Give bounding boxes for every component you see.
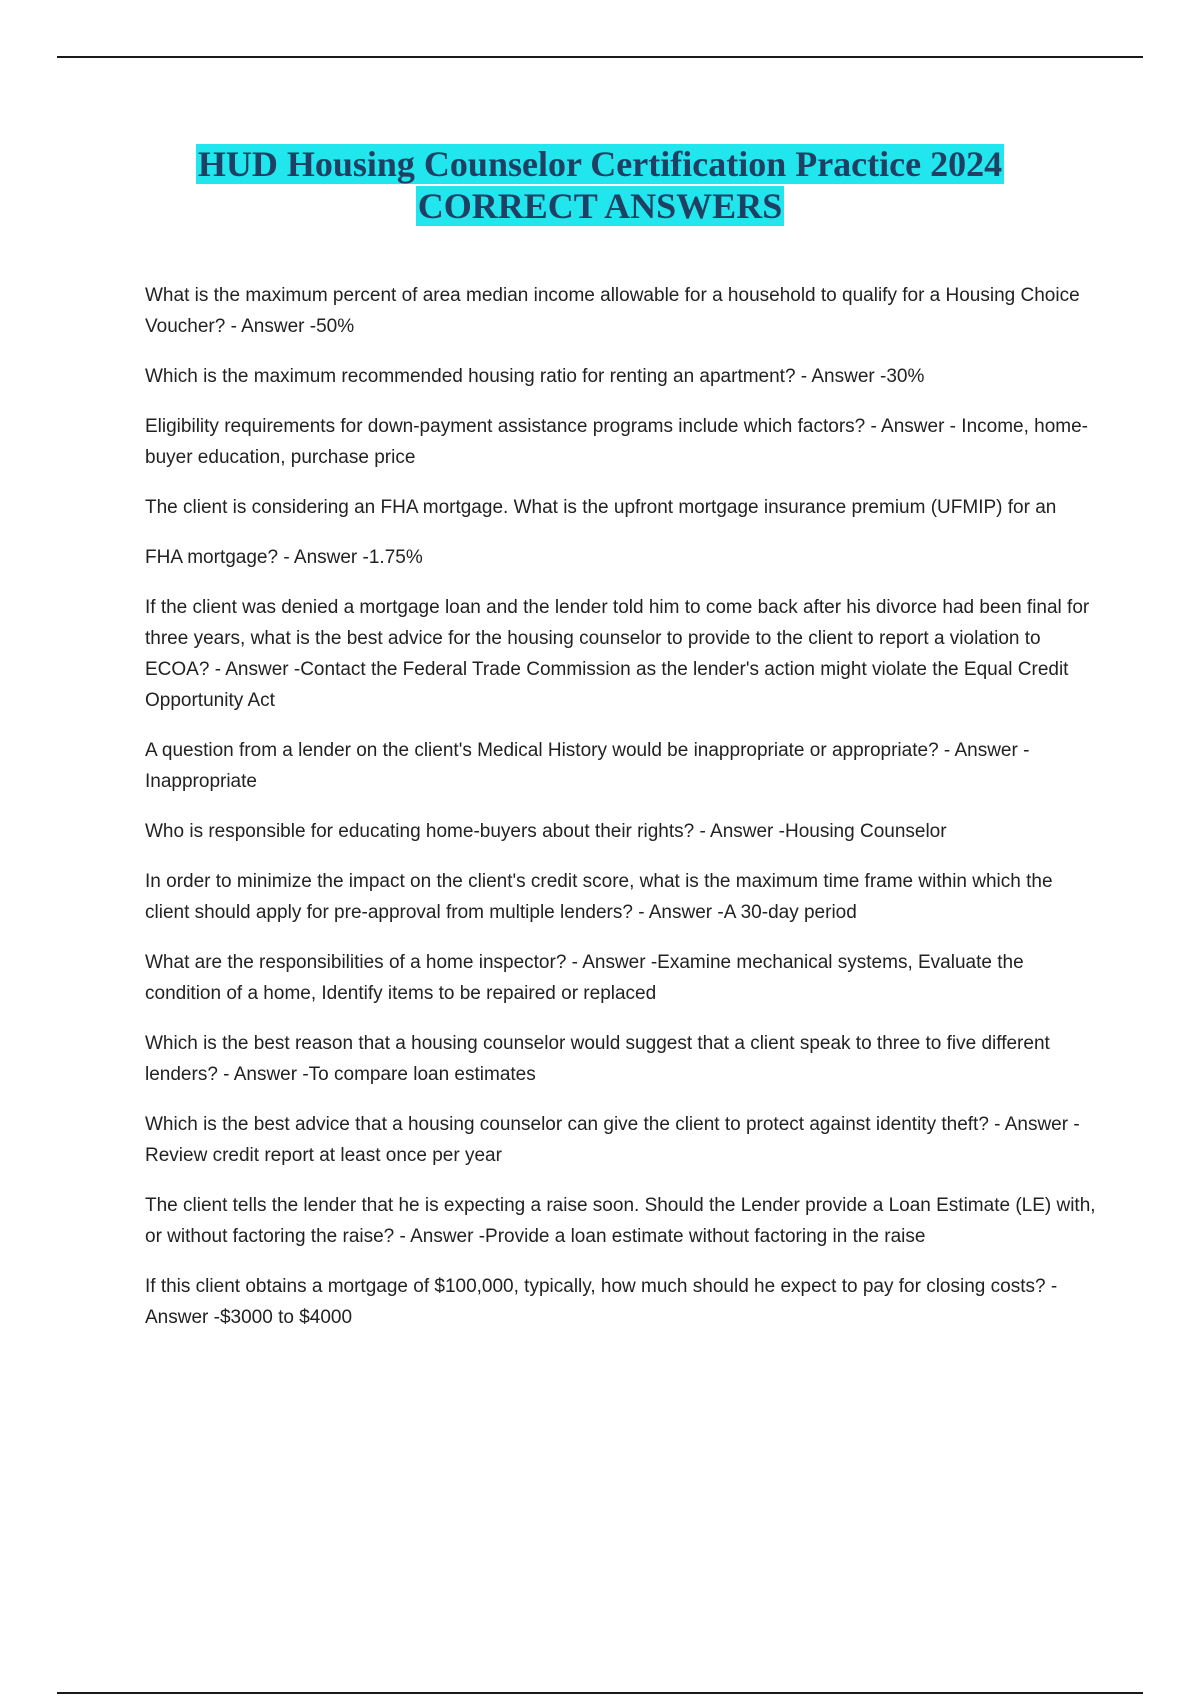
- qa-paragraph-5: FHA mortgage? - Answer -1.75%: [145, 547, 423, 568]
- top-rule: [57, 56, 1143, 58]
- qa-paragraph-14: If this client obtains a mortgage of $100,000, typically, how much should he expect to pay for closing costs? - Answer -$3000 to $4000: [145, 1276, 1058, 1328]
- qa-paragraph-12: Which is the best advice that a housing counselor can give the client to protect against identity theft? - Answer -Review credit report at least once per year: [145, 1114, 1080, 1166]
- qa-paragraph-6: If the client was denied a mortgage loan and the lender told him to come back after his divorce had been final for three years, what is the best advice for the housing counselor to provide to the client to report a violation to ECOA? - Answer -Contact the Federal Trade Commission as the lender's action might violate the Equal Credit Opportunity Act: [145, 597, 1090, 711]
- qa-paragraph-13: The client tells the lender that he is expecting a raise soon. Should the Lender provide a Loan Estimate (LE) with, or without factoring the raise? - Answer -Provide a loan estimate without factoring in the raise: [145, 1195, 1096, 1247]
- qa-paragraph-8: Who is responsible for educating home-buyers about their rights? - Answer -Housing Counselor: [145, 821, 947, 842]
- qa-paragraph-3: Eligibility requirements for down-payment assistance programs include which factors? - Answer - Income, home-buyer education, purchase price: [145, 416, 1089, 468]
- qa-paragraph-2: Which is the maximum recommended housing ratio for renting an apartment? - Answer -30%: [145, 366, 925, 387]
- qa-paragraph-11: Which is the best reason that a housing counselor would suggest that a client speak to three to five different lenders? - Answer -To compare loan estimates: [145, 1033, 1050, 1085]
- qa-paragraph-7: A question from a lender on the client's Medical History would be inappropriate or appropriate? - Answer -Inappropriate: [145, 740, 1030, 792]
- qa-paragraph-4: The client is considering an FHA mortgage. What is the upfront mortgage insurance premium (UFMIP) for an: [145, 497, 1057, 518]
- qa-paragraph-9: In order to minimize the impact on the client's credit score, what is the maximum time frame within which the client should apply for pre-approval from multiple lenders? - Answer -A 30-day period: [145, 871, 1053, 923]
- qa-paragraph-1: What is the maximum percent of area median income allowable for a household to qualify for a Housing Choice Voucher? - Answer -50%: [145, 285, 1080, 337]
- document-title: [57, 143, 1143, 227]
- qa-paragraph-10: What are the responsibilities of a home inspector? - Answer -Examine mechanical systems, Evaluate the condition of a home, Identify items to be repaired or replaced: [145, 952, 1024, 1004]
- title-line-1: HUD Housing Counselor Certification Practice 2024: [197, 144, 1003, 184]
- qa-content: [145, 280, 1100, 1352]
- bottom-rule: [57, 1692, 1143, 1694]
- title-line-2: CORRECT ANSWERS: [417, 186, 783, 226]
